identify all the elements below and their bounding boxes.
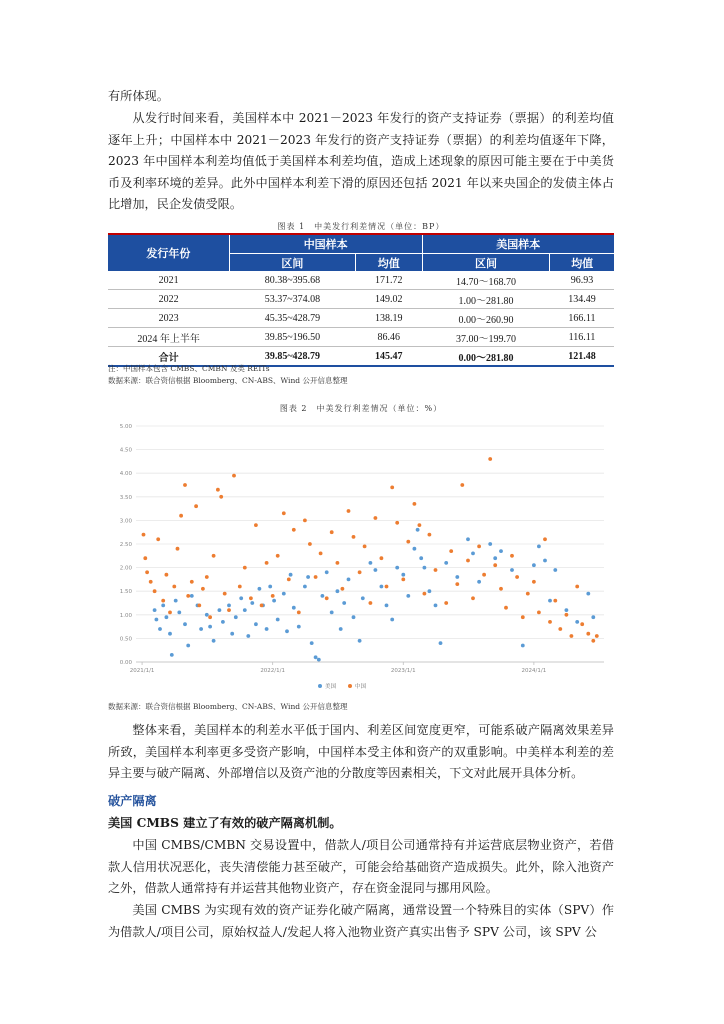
table1-source: 数据来源：联合资信根据 Bloomberg、CN-ABS、Wind 公开信息整理 <box>108 376 348 385</box>
data-point-us <box>493 556 497 560</box>
legend-label: 中国 <box>355 684 367 690</box>
data-point-us <box>297 625 301 629</box>
data-point-cn <box>543 537 547 541</box>
data-point-cn <box>265 561 269 565</box>
data-point-cn <box>444 601 448 605</box>
data-point-cn <box>510 554 514 558</box>
data-point-cn <box>190 580 194 584</box>
data-point-cn <box>395 521 399 525</box>
data-point-cn <box>537 611 541 615</box>
data-point-cn <box>449 549 453 553</box>
y-tick-label: 2.50 <box>119 542 132 548</box>
data-point-us <box>268 585 272 589</box>
cell-year: 2023 <box>108 309 229 328</box>
data-point-us <box>321 594 325 598</box>
data-point-us <box>165 615 169 619</box>
x-tick-label: 2023/1/1 <box>390 668 416 674</box>
table-row <box>108 328 614 347</box>
x-tick-label: 2022/1/1 <box>260 668 286 674</box>
data-point-cn <box>330 530 334 534</box>
data-point-cn <box>232 474 236 478</box>
cell-cn-range: 80.38~395.68 <box>229 271 355 290</box>
table-row <box>108 309 614 328</box>
cell-cn-mean: 149.02 <box>356 290 423 309</box>
header-china-sample: 中国样本 <box>229 234 422 254</box>
data-point-us <box>239 596 243 600</box>
data-point-cn <box>149 580 153 584</box>
data-point-us <box>553 568 557 572</box>
data-point-us <box>199 627 203 631</box>
data-point-us <box>374 568 378 572</box>
data-point-us <box>234 615 238 619</box>
header-us-range: 区间 <box>422 254 550 272</box>
data-point-us <box>282 592 286 596</box>
bold-heading: 美国 CMBS 建立了有效的破产隔离机制。 <box>108 816 342 830</box>
header-us-mean: 均值 <box>550 254 614 272</box>
y-tick-label: 2.00 <box>119 565 132 572</box>
data-point-us <box>406 594 410 598</box>
data-point-cn <box>595 634 599 638</box>
data-point-cn <box>532 580 536 584</box>
header-us-sample: 美国样本 <box>422 234 614 254</box>
data-point-us <box>423 566 427 570</box>
data-point-cn <box>466 559 470 563</box>
data-point-us <box>174 599 178 603</box>
data-point-us <box>380 585 384 589</box>
legend-marker-us <box>318 684 322 688</box>
data-point-cn <box>276 554 280 558</box>
data-point-cn <box>434 568 438 572</box>
data-point-cn <box>186 594 190 598</box>
data-point-cn <box>548 620 552 624</box>
data-point-cn <box>325 596 329 600</box>
data-point-us <box>488 542 492 546</box>
data-point-us <box>444 561 448 565</box>
data-point-us <box>434 604 438 608</box>
data-point-cn <box>580 622 584 626</box>
data-point-cn <box>156 537 160 541</box>
y-tick-label: 0.50 <box>119 636 132 643</box>
data-point-us <box>183 622 187 626</box>
y-tick-label: 3.50 <box>119 494 132 501</box>
data-point-cn <box>223 592 227 596</box>
data-point-cn <box>212 554 216 558</box>
data-point-cn <box>336 561 340 565</box>
data-point-us <box>575 620 579 624</box>
chart2-caption: 图表 2 中美发行利差情况（单位：%） <box>279 404 443 413</box>
data-point-us <box>227 604 231 608</box>
data-point-cn <box>521 615 525 619</box>
data-point-us <box>565 608 569 612</box>
cell-cn-range: 53.37~374.08 <box>229 290 355 309</box>
data-point-us <box>218 608 222 612</box>
data-point-cn <box>455 582 459 586</box>
data-point-cn <box>143 556 147 560</box>
header-year: 发行年份 <box>108 234 229 271</box>
data-point-us <box>385 604 389 608</box>
y-tick-label: 1.00 <box>119 612 132 619</box>
data-point-us <box>221 620 225 624</box>
cell-cn-mean: 86.46 <box>356 328 423 347</box>
data-point-us <box>177 611 181 615</box>
data-point-cn <box>145 570 149 574</box>
data-point-cn <box>153 589 157 593</box>
data-point-us <box>168 632 172 636</box>
cell-cn-range: 39.85~428.79 <box>229 347 355 367</box>
data-point-cn <box>347 509 351 513</box>
data-point-cn <box>493 563 497 567</box>
data-point-cn <box>586 632 590 636</box>
data-point-us <box>390 618 394 622</box>
data-point-us <box>369 561 373 565</box>
data-point-us <box>205 613 209 617</box>
data-point-us <box>161 604 165 608</box>
cell-cn-mean: 138.19 <box>356 309 423 328</box>
legend-marker-cn <box>348 684 352 688</box>
header-cn-mean: 均值 <box>356 254 423 272</box>
cell-cn-range: 39.85~196.50 <box>229 328 355 347</box>
data-point-cn <box>352 535 356 539</box>
cell-us-mean: 166.11 <box>550 309 614 328</box>
data-point-cn <box>271 594 275 598</box>
data-point-cn <box>165 573 169 577</box>
data-point-cn <box>243 566 247 570</box>
data-point-cn <box>471 596 475 600</box>
data-point-cn <box>205 575 209 579</box>
data-point-cn <box>401 578 405 582</box>
spread-scatter-chart <box>108 418 614 694</box>
data-point-cn <box>319 552 323 556</box>
data-point-us <box>292 606 296 610</box>
data-point-us <box>246 634 250 638</box>
data-point-cn <box>176 547 180 551</box>
data-point-cn <box>168 611 172 615</box>
data-point-us <box>158 627 162 631</box>
data-point-us <box>170 653 174 657</box>
data-point-cn <box>504 606 508 610</box>
data-point-us <box>212 639 216 643</box>
x-tick-label: 2024/1/1 <box>521 668 547 674</box>
data-point-us <box>395 566 399 570</box>
data-point-cn <box>238 585 242 589</box>
data-point-us <box>243 608 247 612</box>
cell-us-range: 14.70～168.70 <box>422 271 550 290</box>
paragraph-issuance-time: 从发行时间来看，美国样本中 2021－2023 年发行的资产支持证券（票据）的利差均值逐年上升；中国样本中 2021－2023 年发行的资产支持证券（票据）的利差均值逐年下降，2023 年中国样本利差均值低于美国样本利差均值，造成上述现象的原因可能主要在于中美货币及利率环境的差异。此外中国样本利差下滑的原因还包括 2021 年以来央国企的发债主体占比增加，民企发债受限。 <box>108 111 614 211</box>
data-point-us <box>591 615 595 619</box>
data-point-cn <box>369 601 373 605</box>
y-tick-label: 3.00 <box>119 518 132 525</box>
data-point-cn <box>558 627 562 631</box>
y-tick-label: 0.00 <box>119 660 132 666</box>
paragraph-summary: 整体来看，美国样本的利差水平低于国内、利差区间宽度更窄，可能系破产隔离效果差异所致，美国样本利率更多受资产影响，中国样本受主体和资产的双重影响。中美样本利差的差异主要与破产隔离、外部增信以及资产池的分散度等因素相关，下文对此展开具体分析。 <box>108 723 614 780</box>
data-point-cn <box>179 514 183 518</box>
data-point-us <box>532 563 536 567</box>
data-point-cn <box>390 486 394 490</box>
data-point-cn <box>591 639 595 643</box>
data-point-cn <box>385 585 389 589</box>
data-point-us <box>276 618 280 622</box>
cell-us-range: 1.00～281.80 <box>422 290 550 309</box>
data-point-cn <box>553 599 557 603</box>
data-point-us <box>428 589 432 593</box>
data-point-cn <box>287 578 291 582</box>
data-point-cn <box>488 457 492 461</box>
legend-label: 美国 <box>325 684 337 690</box>
data-point-cn <box>482 573 486 577</box>
section-heading: 破产隔离 <box>108 794 157 808</box>
data-point-us <box>289 573 293 577</box>
y-tick-label: 4.00 <box>119 471 132 478</box>
data-point-us <box>347 578 351 582</box>
data-point-us <box>339 627 343 631</box>
data-point-cn <box>374 516 378 520</box>
data-point-cn <box>201 587 205 591</box>
cell-us-mean: 134.49 <box>550 290 614 309</box>
y-tick-label: 1.50 <box>119 589 132 596</box>
data-point-cn <box>413 502 417 506</box>
data-point-cn <box>194 504 198 508</box>
data-point-us <box>258 587 262 591</box>
data-point-us <box>285 629 289 633</box>
data-point-cn <box>254 523 258 527</box>
cell-us-range: 0.00～281.80 <box>422 347 550 367</box>
data-point-us <box>521 644 525 648</box>
y-tick-label: 4.50 <box>119 447 132 454</box>
cell-cn-mean: 145.47 <box>356 347 423 367</box>
data-point-cn <box>314 575 318 579</box>
data-point-us <box>586 592 590 596</box>
data-point-us <box>455 575 459 579</box>
data-point-us <box>250 601 254 605</box>
table-row <box>108 271 614 290</box>
paragraph-intro-tail: 有所体现。 <box>108 89 169 103</box>
data-point-us <box>466 537 470 541</box>
cell-year: 2021 <box>108 271 229 290</box>
cell-cn-mean: 171.72 <box>356 271 423 290</box>
data-point-us <box>155 618 159 622</box>
cell-us-range: 0.00～260.90 <box>422 309 550 328</box>
spread-table <box>108 233 614 367</box>
data-point-us <box>537 545 541 549</box>
data-point-us <box>471 552 475 556</box>
cell-us-mean: 96.93 <box>550 271 614 290</box>
x-tick-label: 2021/1/1 <box>129 668 155 674</box>
data-point-us <box>499 549 503 553</box>
data-point-cn <box>227 608 231 612</box>
data-point-us <box>314 655 318 659</box>
data-point-cn <box>303 519 307 523</box>
data-point-us <box>254 622 258 626</box>
data-point-cn <box>219 495 223 499</box>
data-point-cn <box>418 523 422 527</box>
cell-year: 2024 年上半年 <box>108 328 229 347</box>
data-point-us <box>190 594 194 598</box>
paragraph-us-cmbs: 美国 CMBS 为实现有效的资产证券化破产隔离，通常设置一个特殊目的实体（SPV）作为借款人/项目公司，原始权益人/发起人将入池物业资产真实出售予 SPV 公司，该 SPV 公 <box>108 903 614 939</box>
data-point-cn <box>428 533 432 537</box>
data-point-cn <box>570 634 574 638</box>
table1-caption: 图表 1 中美发行利差情况（单位：BP） <box>277 222 445 231</box>
data-point-us <box>510 568 514 572</box>
data-point-cn <box>161 599 165 603</box>
cell-year: 2022 <box>108 290 229 309</box>
cell-us-mean: 121.48 <box>550 347 614 367</box>
data-point-us <box>186 644 190 648</box>
cell-cn-range: 45.35~428.79 <box>229 309 355 328</box>
data-point-cn <box>423 592 427 596</box>
data-point-us <box>208 625 212 629</box>
data-point-us <box>352 615 356 619</box>
data-point-us <box>413 547 417 551</box>
header-cn-range: 区间 <box>229 254 355 272</box>
table1-note: 注：中国样本包含 CMBS、CMBN 及类 REITs <box>108 364 270 373</box>
data-point-us <box>317 658 321 662</box>
data-point-cn <box>208 615 212 619</box>
data-point-us <box>358 639 362 643</box>
data-point-us <box>543 559 547 563</box>
data-point-us <box>310 641 314 645</box>
data-point-cn <box>297 611 301 615</box>
data-point-us <box>439 641 443 645</box>
data-point-us <box>230 632 234 636</box>
data-point-cn <box>183 483 187 487</box>
table-row <box>108 290 614 309</box>
data-point-us <box>419 556 423 560</box>
data-point-cn <box>341 587 345 591</box>
data-point-us <box>548 599 552 603</box>
data-point-us <box>303 585 307 589</box>
data-point-us <box>477 580 481 584</box>
data-point-cn <box>575 585 579 589</box>
data-point-cn <box>565 613 569 617</box>
data-point-us <box>401 573 405 577</box>
data-point-us <box>336 589 340 593</box>
data-point-cn <box>172 585 176 589</box>
data-point-cn <box>460 483 464 487</box>
data-point-us <box>306 575 310 579</box>
chart2-source: 数据来源：联合资信根据 Bloomberg、CN-ABS、Wind 公开信息整理 <box>108 702 348 711</box>
data-point-cn <box>515 575 519 579</box>
data-point-cn <box>260 604 264 608</box>
data-point-us <box>361 596 365 600</box>
data-point-cn <box>406 540 410 544</box>
data-point-us <box>330 611 334 615</box>
data-point-cn <box>380 556 384 560</box>
data-point-cn <box>526 592 530 596</box>
data-point-us <box>342 601 346 605</box>
cell-year: 合计 <box>108 347 229 367</box>
data-point-cn <box>308 542 312 546</box>
data-point-cn <box>292 528 296 532</box>
data-point-cn <box>282 511 286 515</box>
y-tick-label: 5.00 <box>119 424 132 430</box>
cell-us-mean: 116.11 <box>550 328 614 347</box>
data-point-us <box>153 608 157 612</box>
data-point-us <box>265 627 269 631</box>
paragraph-china-cmbs: 中国 CMBS/CMBN 交易设置中，借款人/项目公司通常持有并运营底层物业资产，若借款人信用状况恶化，丧失清偿能力甚至破产，可能会给基础资产造成损失。此外，除入池资产之外，借款人通常持有并运营其他物业资产，存在资金混同与挪用风险。 <box>108 838 614 895</box>
data-point-cn <box>358 570 362 574</box>
data-point-cn <box>363 545 367 549</box>
data-point-cn <box>216 488 220 492</box>
data-point-us <box>325 570 329 574</box>
data-point-cn <box>197 604 201 608</box>
data-point-us <box>416 528 420 532</box>
data-point-cn <box>477 545 481 549</box>
cell-us-range: 37.00～199.70 <box>422 328 550 347</box>
data-point-cn <box>249 596 253 600</box>
data-point-cn <box>499 587 503 591</box>
data-point-cn <box>142 533 146 537</box>
data-point-us <box>272 599 276 603</box>
